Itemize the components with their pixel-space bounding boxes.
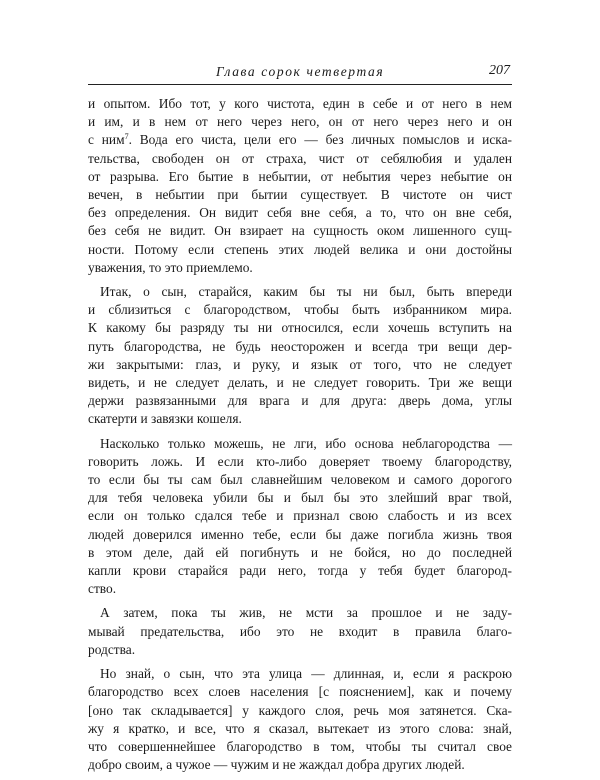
text-line: уважения, то это приемлемо. [88, 259, 253, 275]
text-line: [оно так складывается] у каждого слоя, речь моя затянется. Ска- [88, 702, 512, 718]
paragraph-1 [88, 95, 512, 277]
body-text [88, 95, 512, 780]
text-line: если он только сдался тебе и признал свою слабость и из всех [88, 508, 512, 524]
text-line: благородство всех слоев населения [с пояснением], как и почему [88, 684, 512, 700]
text-line: людей доверился именно тебе, если бы даже погибла жизнь твоя [88, 526, 512, 542]
text-line: от разрыва. Его бытие в небытии, от небытия через небытие он [88, 168, 512, 184]
text-line: скатерти и завязки кошеля. [88, 411, 242, 427]
text-line: для тебя человека убили бы и был бы это злейший враг твой, [88, 490, 512, 506]
text-line: Но знай, о сын, что эта улица — длинная, и, если я раскрою [100, 666, 512, 682]
paragraph-4 [88, 604, 512, 659]
text-line: К какому бы разряду ты ни относился, если хочешь вступить на [88, 320, 512, 336]
text-line: жу я кратко, и все, что я сказал, вытекает из этого слова: знай, [88, 720, 512, 736]
text-line: говорить ложь. И если кто-либо доверяет твоему благородству, [88, 453, 512, 469]
running-title: Глава сорок четвертая [216, 64, 385, 79]
text-line: без себя не видит. Он взирает на сущность оком лишенного сущ- [88, 223, 512, 239]
text-line: жи закрытыми: глаз, и руку, и язык от того, что не следует [88, 356, 512, 372]
text-line: мывай предательства, ибо это не входит в правила благо- [88, 623, 512, 639]
paragraph-3 [88, 435, 512, 599]
text-line: и сблизиться с благородством, чтобы быть избранником мира. [88, 302, 512, 318]
text-line: путь благородства, не будь неосторожен и всегда три вещи дер- [88, 338, 512, 354]
text-line: ности. Потому если степень этих людей велика и они достойны [88, 241, 512, 257]
text-line: в этом деле, дай ей погибнуть и не бойся, но до последней [88, 544, 512, 560]
text-line: тельства, свободен он от страха, чист от себялюбия и удален [88, 150, 512, 166]
text-line: держи развязанными для врага и для друга: дверь дома, углы [88, 393, 512, 409]
text-line: капли крови старайся ради него, тогда у тебя будет благород- [88, 563, 512, 579]
paragraph-2 [88, 283, 512, 429]
text-line: то если бы ты сам был славнейшим человеком и самого дорогого [88, 472, 512, 488]
page-number: 207 [489, 63, 510, 78]
text-line: и им, и в нем от него через него, он от него через него и он [88, 114, 512, 130]
text-line: добро своим, а чужое — чужим и не жаждал добра других людей. [88, 757, 465, 773]
text-line: что совершеннейшее благородство в том, чтобы ты считал свое [88, 738, 512, 754]
text-line: и опытом. Ибо тот, у кого чистота, един в себе и от него в нем [88, 96, 512, 111]
page-header [88, 64, 512, 85]
text-line: видеть, и не следует делать, и не следует говорить. Три же вещи [88, 375, 512, 391]
text-line: Итак, о сын, старайся, каким бы ты ни был, быть впереди [100, 284, 512, 300]
text-line: ство. [88, 581, 117, 597]
text-line: родства. [88, 641, 136, 657]
text-fragment: . Вода его чиста, цели его — без личных помыслов и иска- [128, 132, 512, 148]
footnote-marker: 7 [124, 132, 129, 142]
paragraph-5 [88, 665, 512, 774]
text-line: без определения. Он видит себя вне себя, а то, что он вне себя, [88, 205, 512, 221]
text-line [88, 131, 512, 149]
text-fragment: с ним [88, 132, 125, 148]
text-line: А затем, пока ты жив, не мсти за прошлое и не заду- [100, 605, 512, 621]
text-line: Насколько только можешь, не лги, ибо основа неблагородства — [100, 435, 512, 451]
text-line: вечен, в небытии при бытии существует. В чистоте он чист [88, 187, 512, 203]
